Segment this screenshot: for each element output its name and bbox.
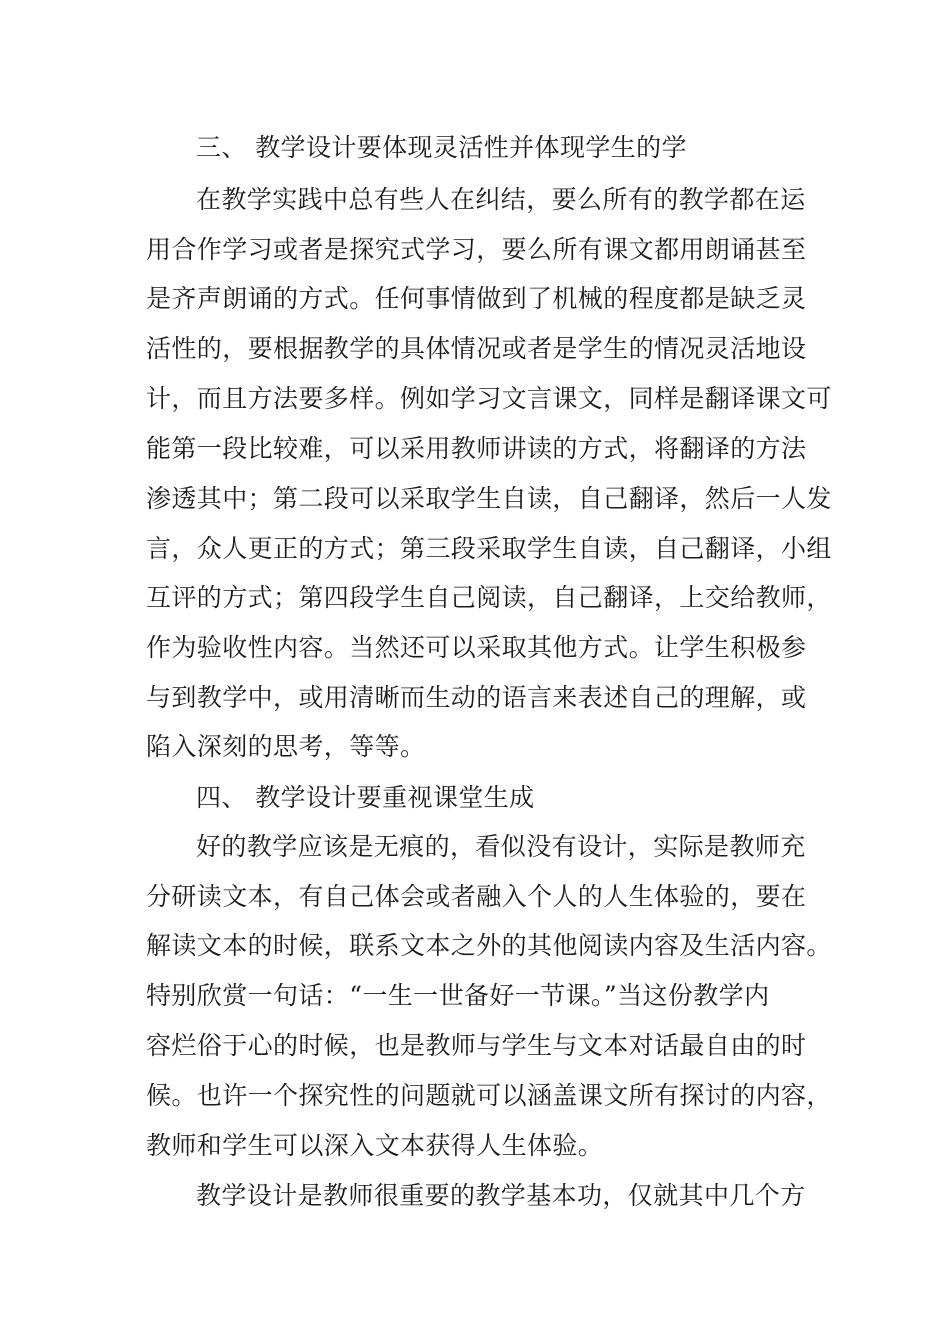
- paragraph-line: 分研读文本，有自己体会或者融入个人的人生体验的，要在: [146, 882, 807, 911]
- paragraph-line: 言，众人更正的方式；第三段采取学生自读，自己翻译，小组: [146, 534, 832, 563]
- paragraph-line: 能第一段比较难，可以采用教师讲读的方式，将翻译的方法: [146, 434, 807, 463]
- paragraph-line: 容烂俗于心的时候，也是教师与学生与文本对话最自由的时: [146, 1031, 807, 1060]
- paragraph-line: 陷入深刻的思考，等等。: [146, 732, 426, 761]
- paragraph-line: 作为验收性内容。当然还可以采取其他方式。让学生积极参: [146, 633, 807, 662]
- paragraph-line: 计，而且方法要多样。例如学习文言课文，同样是翻译课文可: [146, 384, 832, 413]
- paragraph-line: 特别欣赏一句话：“一生一世备好一节课。”当这份教学内: [146, 981, 770, 1010]
- paragraph-line: 解读文本的时候，联系文本之外的其他阅读内容及生活内容。: [146, 931, 832, 960]
- paragraph-line: 是齐声朗诵的方式。任何事情做到了机械的程度都是缺乏灵: [146, 284, 807, 313]
- paragraph-line: 教学设计是教师很重要的教学基本功，仅就其中几个方: [196, 1181, 806, 1210]
- paragraph-line: 渗透其中；第二段可以采取学生自读，自己翻译，然后一人发: [146, 484, 832, 513]
- paragraph-line: 在教学实践中总有些人在纠结，要么所有的教学都在运: [196, 185, 806, 214]
- section-heading-4: 四、 教学设计要重视课堂生成: [196, 783, 535, 812]
- paragraph-line: 活性的，要根据教学的具体情况或者是学生的情况灵活地设: [146, 334, 807, 363]
- paragraph-line: 互评的方式；第四段学生自己阅读，自己翻译，上交给教师，: [146, 583, 832, 612]
- paragraph-line: 教师和学生可以深入文本获得人生体验。: [146, 1131, 604, 1160]
- paragraph-line: 用合作学习或者是探究式学习，要么所有课文都用朗诵甚至: [146, 235, 807, 264]
- paragraph-line: 与到教学中，或用清晰而生动的语言来表述自己的理解，或: [146, 683, 807, 712]
- section-heading-3: 三、 教学设计要体现灵活性并体现学生的学: [196, 133, 687, 162]
- paragraph-line: 候。也许一个探究性的问题就可以涵盖课文所有探讨的内容，: [146, 1081, 832, 1110]
- paragraph-line: 好的教学应该是无痕的，看似没有设计，实际是教师充: [196, 832, 806, 861]
